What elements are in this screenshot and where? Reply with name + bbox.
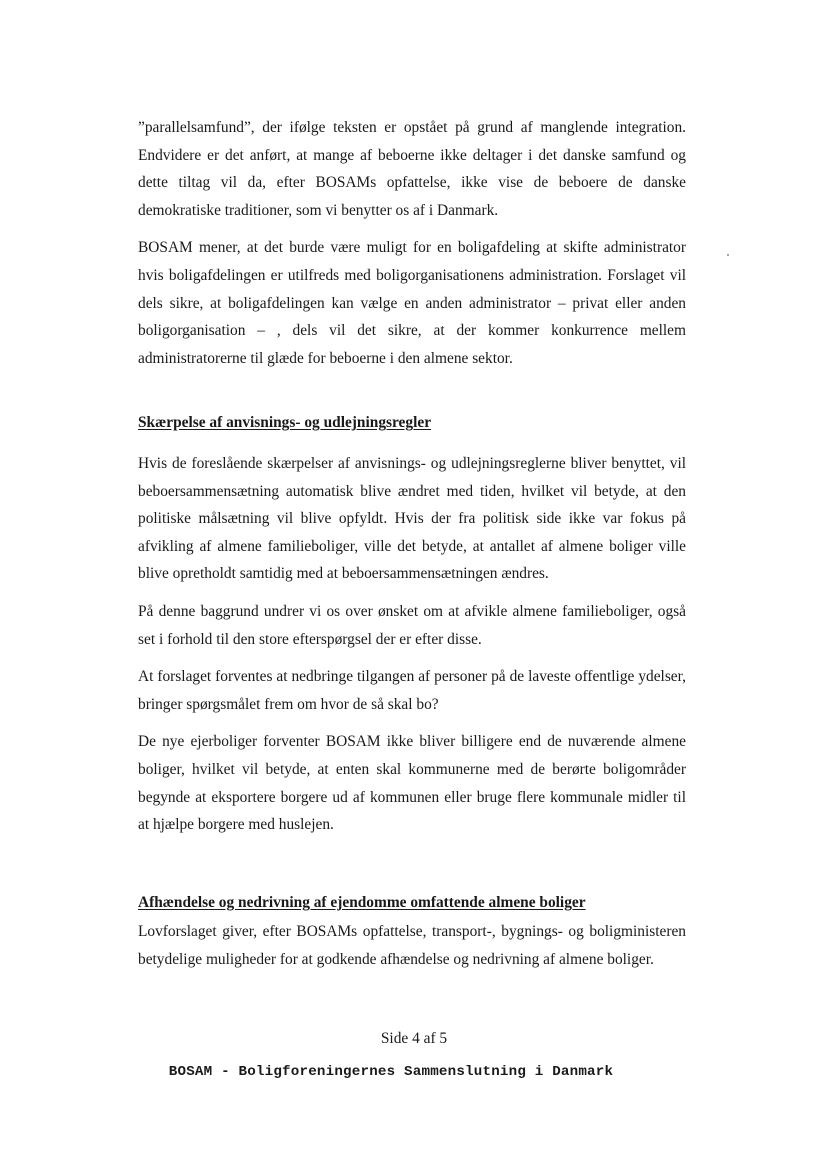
paragraph-lovforslaget: Lovforslaget giver, efter BOSAMs opfattelse, transport-, bygnings- og boligministeren betydelige muligheder for at godkende afhændelse og nedrivning af almene boliger. [138, 923, 686, 968]
scan-speck [727, 254, 729, 256]
paragraph-skaerpelser: Hvis de foreslående skærpelser af anvisnings- og udlejningsreglerne bliver benyttet, vil beboersammensætning automatisk blive ændret med tiden, hvilket vil betyde, at den politiske målsætning vil blive opfyldt. Hvis der fra politisk side ikke var fokus på afvikling af almene familieboliger, ville det betyde, at antallet af almene boliger ville blive opretholdt samtidig med at beboersammensætningen ændres. [138, 455, 686, 583]
paragraph-ejerboliger: De nye ejerboliger forventer BOSAM ikke bliver billigere end de nuværende almene boliger, hvilket vil betyde, at enten skal kommunerne med de berørte boligområder begynde at eksportere borgere ud af kommunen eller bruge flere kommunale midler til at hjælpe borgere med huslejen. [138, 733, 686, 834]
paragraph-administrator: BOSAM mener, at det burde være muligt for en boligafdeling at skifte administrator hvis boligafdelingen er utilfreds med boligorganisationens administration. Forslaget vil dels sikre, at boligafdelingen kan vælge en anden administrator – privat eller anden boligorganisation – , dels vil det sikre, at der kommer konkurrence mellem administratorerne til glæde for beboerne i den almene sektor. [138, 239, 686, 367]
section-heading-anvisning: Skærpelse af anvisnings- og udlejningsregler [138, 414, 432, 431]
section-afhaendelse-body [138, 918, 686, 973]
section-anvisning-body [138, 450, 686, 839]
paragraph-baggrund: På denne baggrund undrer vi os over ønsket om at afvikle almene familieboliger, også set i forhold til den store efterspørgsel der er efter disse. [138, 602, 686, 648]
section-heading-afhaendelse: Afhændelse og nedrivning af ejendomme omfattende almene boliger [138, 894, 586, 911]
page-number: Side 4 af 5 [380, 1030, 448, 1047]
intro-text [138, 114, 686, 372]
organization-footer: BOSAM - Boligforeningernes Sammenslutning i Danmark [168, 1064, 614, 1080]
paragraph-ydelser: At forslaget forventes at nedbringe tilgangen af personer på de laveste offentlige ydelser, bringer spørgsmålet frem om hvor de så skal bo? [138, 668, 686, 713]
paragraph-parallelsamfund: ”parallelsamfund”, der ifølge teksten er opstået på grund af manglende integration. Endvidere er det anført, at mange af beboerne ikke deltager i det danske samfund og dette tiltag vil da, efter BOSAMs opfattelse, ikke vise de beboere de danske demokratiske traditioner, som vi benytter os af i Danmark. [138, 119, 686, 219]
